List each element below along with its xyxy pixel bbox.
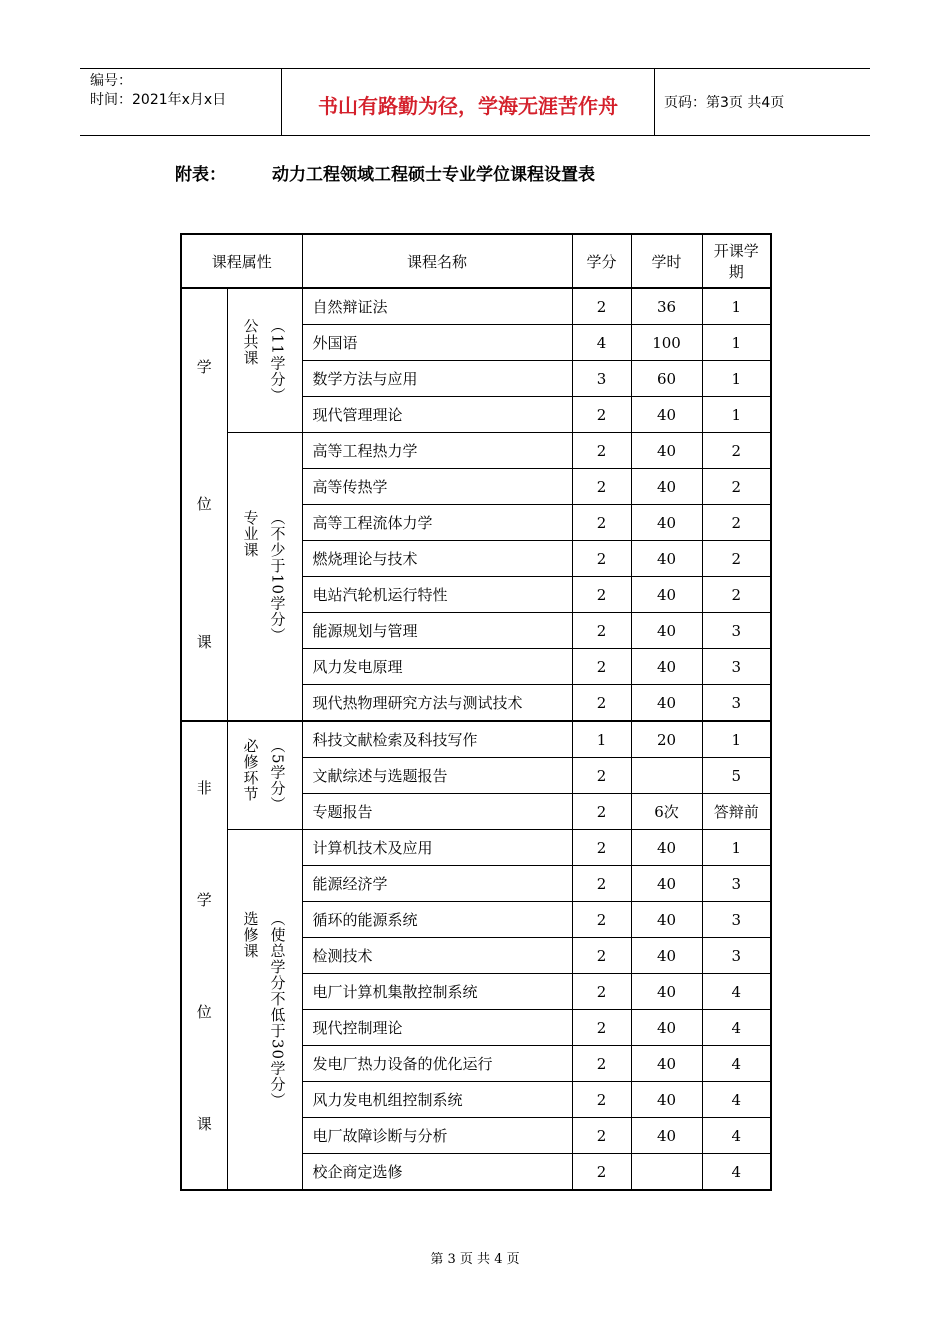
course-semester: 1 bbox=[702, 397, 771, 433]
course-credit: 3 bbox=[572, 361, 631, 397]
course-name: 循环的能源系统 bbox=[302, 902, 572, 938]
course-credit: 2 bbox=[572, 469, 631, 505]
subcategory-sub_major-box bbox=[228, 510, 302, 643]
course-table bbox=[180, 233, 772, 1191]
subcategory-note: （不少于10学分） bbox=[268, 509, 287, 644]
course-semester: 2 bbox=[702, 577, 771, 613]
course-name: 能源规划与管理 bbox=[302, 613, 572, 649]
course-name: 科技文献检索及科技写作 bbox=[302, 721, 572, 758]
course-hours: 36 bbox=[631, 288, 702, 325]
subcategory-sub_elective bbox=[227, 830, 302, 1191]
course-credit: 2 bbox=[572, 866, 631, 902]
course-semester: 3 bbox=[702, 613, 771, 649]
course-hours bbox=[631, 1154, 702, 1191]
subcategory-sub_public-box bbox=[228, 318, 302, 403]
course-hours: 40 bbox=[631, 613, 702, 649]
course-hours: 40 bbox=[631, 1010, 702, 1046]
course-name: 外国语 bbox=[302, 325, 572, 361]
header-divider-right bbox=[654, 68, 655, 136]
course-credit: 2 bbox=[572, 830, 631, 866]
course-hours: 40 bbox=[631, 1082, 702, 1118]
course-semester: 4 bbox=[702, 1082, 771, 1118]
course-name: 校企商定选修 bbox=[302, 1154, 572, 1191]
header-motto: 书山有路勤为径，学海无涯苦作舟 bbox=[318, 94, 618, 118]
table-row bbox=[181, 830, 771, 866]
subcategory-sub_public bbox=[227, 288, 302, 433]
course-credit: 2 bbox=[572, 794, 631, 830]
course-credit: 2 bbox=[572, 397, 631, 433]
course-semester: 1 bbox=[702, 288, 771, 325]
category-char: 位 bbox=[196, 495, 212, 514]
course-semester: 3 bbox=[702, 938, 771, 974]
course-semester: 4 bbox=[702, 1154, 771, 1191]
course-credit: 2 bbox=[572, 1046, 631, 1082]
course-name: 电厂故障诊断与分析 bbox=[302, 1118, 572, 1154]
course-credit: 4 bbox=[572, 325, 631, 361]
header-bottom-rule bbox=[80, 135, 870, 136]
course-hours: 100 bbox=[631, 325, 702, 361]
subcategory-sub_elective-box bbox=[228, 911, 302, 1108]
course-semester: 1 bbox=[702, 361, 771, 397]
course-semester: 4 bbox=[702, 974, 771, 1010]
course-name: 燃烧理论与技术 bbox=[302, 541, 572, 577]
header-meta bbox=[90, 72, 226, 110]
course-hours: 40 bbox=[631, 649, 702, 685]
course-credit: 2 bbox=[572, 902, 631, 938]
header-credit: 学分 bbox=[572, 234, 631, 288]
course-credit: 2 bbox=[572, 433, 631, 469]
course-semester: 1 bbox=[702, 830, 771, 866]
course-credit: 2 bbox=[572, 505, 631, 541]
course-name: 高等传热学 bbox=[302, 469, 572, 505]
table-row bbox=[181, 288, 771, 325]
course-semester: 2 bbox=[702, 433, 771, 469]
course-name: 数学方法与应用 bbox=[302, 361, 572, 397]
table-row bbox=[181, 721, 771, 758]
course-credit: 2 bbox=[572, 613, 631, 649]
course-hours bbox=[631, 758, 702, 794]
subcategory-name: 选修课 bbox=[241, 910, 260, 959]
course-semester: 1 bbox=[702, 325, 771, 361]
title-label: 附表： bbox=[175, 165, 226, 185]
table-row bbox=[181, 433, 771, 469]
category-char: 课 bbox=[196, 1114, 212, 1133]
course-semester: 1 bbox=[702, 721, 771, 758]
header-semester: 开课学期 bbox=[702, 234, 771, 288]
course-credit: 2 bbox=[572, 288, 631, 325]
course-name: 检测技术 bbox=[302, 938, 572, 974]
course-hours: 40 bbox=[631, 397, 702, 433]
course-hours: 40 bbox=[631, 974, 702, 1010]
course-hours: 40 bbox=[631, 685, 702, 722]
course-semester: 答辩前 bbox=[702, 794, 771, 830]
course-name: 发电厂热力设备的优化运行 bbox=[302, 1046, 572, 1082]
course-name: 文献综述与选题报告 bbox=[302, 758, 572, 794]
subcategory-sub_required bbox=[227, 721, 302, 830]
subcategory-note: （使总学分不低于30学分） bbox=[268, 910, 287, 1109]
course-credit: 2 bbox=[572, 974, 631, 1010]
course-hours: 40 bbox=[631, 902, 702, 938]
course-credit: 2 bbox=[572, 1010, 631, 1046]
course-credit: 2 bbox=[572, 1154, 631, 1191]
category-char: 非 bbox=[196, 778, 212, 797]
course-name: 专题报告 bbox=[302, 794, 572, 830]
course-name: 电厂计算机集散控制系统 bbox=[302, 974, 572, 1010]
header-attr: 课程属性 bbox=[181, 234, 302, 288]
course-hours: 20 bbox=[631, 721, 702, 758]
course-hours: 40 bbox=[631, 433, 702, 469]
course-hours: 60 bbox=[631, 361, 702, 397]
course-credit: 2 bbox=[572, 1118, 631, 1154]
course-name: 电站汽轮机运行特性 bbox=[302, 577, 572, 613]
course-name: 现代热物理研究方法与测试技术 bbox=[302, 685, 572, 722]
category-char: 学 bbox=[196, 358, 212, 377]
course-credit: 2 bbox=[572, 649, 631, 685]
course-semester: 3 bbox=[702, 685, 771, 722]
subcategory-note: （11学分） bbox=[268, 317, 287, 404]
course-credit: 2 bbox=[572, 938, 631, 974]
subcategory-sub_major bbox=[227, 433, 302, 722]
course-semester: 2 bbox=[702, 541, 771, 577]
course-hours: 40 bbox=[631, 938, 702, 974]
header-name: 课程名称 bbox=[302, 234, 572, 288]
course-hours: 40 bbox=[631, 1118, 702, 1154]
course-name: 现代控制理论 bbox=[302, 1010, 572, 1046]
course-name: 能源经济学 bbox=[302, 866, 572, 902]
course-semester: 2 bbox=[702, 469, 771, 505]
category-nondegree_cat bbox=[181, 721, 227, 1190]
title-text: 动力工程领域工程硕士专业学位课程设置表 bbox=[272, 165, 595, 185]
course-hours: 40 bbox=[631, 469, 702, 505]
course-credit: 2 bbox=[572, 577, 631, 613]
course-hours: 40 bbox=[631, 541, 702, 577]
course-semester: 3 bbox=[702, 902, 771, 938]
course-hours: 40 bbox=[631, 1046, 702, 1082]
course-name: 高等工程流体力学 bbox=[302, 505, 572, 541]
course-semester: 5 bbox=[702, 758, 771, 794]
table-header-row bbox=[181, 234, 771, 288]
serial-label: 编号： bbox=[90, 73, 132, 89]
course-semester: 2 bbox=[702, 505, 771, 541]
category-degree_cat bbox=[181, 288, 227, 721]
course-credit: 2 bbox=[572, 1082, 631, 1118]
course-semester: 3 bbox=[702, 866, 771, 902]
date-label: 时间：2021年x月x日 bbox=[90, 92, 227, 108]
course-semester: 4 bbox=[702, 1046, 771, 1082]
course-credit: 2 bbox=[572, 685, 631, 722]
course-hours: 40 bbox=[631, 505, 702, 541]
page-footer: 第 3 页 共 4 页 bbox=[430, 1252, 520, 1267]
course-hours: 6次 bbox=[631, 794, 702, 830]
course-credit: 1 bbox=[572, 721, 631, 758]
course-name: 风力发电机组控制系统 bbox=[302, 1082, 572, 1118]
course-credit: 2 bbox=[572, 758, 631, 794]
header-top-rule bbox=[80, 68, 870, 69]
course-semester: 3 bbox=[702, 649, 771, 685]
subcategory-note: （5学分） bbox=[268, 738, 287, 813]
course-name: 高等工程热力学 bbox=[302, 433, 572, 469]
course-name: 计算机技术及应用 bbox=[302, 830, 572, 866]
header-hours: 学时 bbox=[631, 234, 702, 288]
header-page-info: 页码：第3页 共4页 bbox=[664, 95, 785, 111]
subcategory-name: 公共课 bbox=[241, 317, 260, 366]
category-nondegree_cat-chars bbox=[182, 732, 227, 1180]
course-credit: 2 bbox=[572, 541, 631, 577]
course-hours: 40 bbox=[631, 866, 702, 902]
course-semester: 4 bbox=[702, 1118, 771, 1154]
course-name: 自然辩证法 bbox=[302, 288, 572, 325]
category-char: 课 bbox=[196, 632, 212, 651]
category-degree_cat-chars bbox=[182, 299, 227, 711]
subcategory-sub_required-box bbox=[228, 738, 302, 813]
subcategory-name: 专业课 bbox=[241, 509, 260, 558]
category-char: 学 bbox=[196, 890, 212, 909]
course-name: 现代管理理论 bbox=[302, 397, 572, 433]
course-semester: 4 bbox=[702, 1010, 771, 1046]
category-char: 位 bbox=[196, 1002, 212, 1021]
course-hours: 40 bbox=[631, 577, 702, 613]
course-hours: 40 bbox=[631, 830, 702, 866]
course-name: 风力发电原理 bbox=[302, 649, 572, 685]
subcategory-name: 必修环节 bbox=[241, 738, 260, 803]
